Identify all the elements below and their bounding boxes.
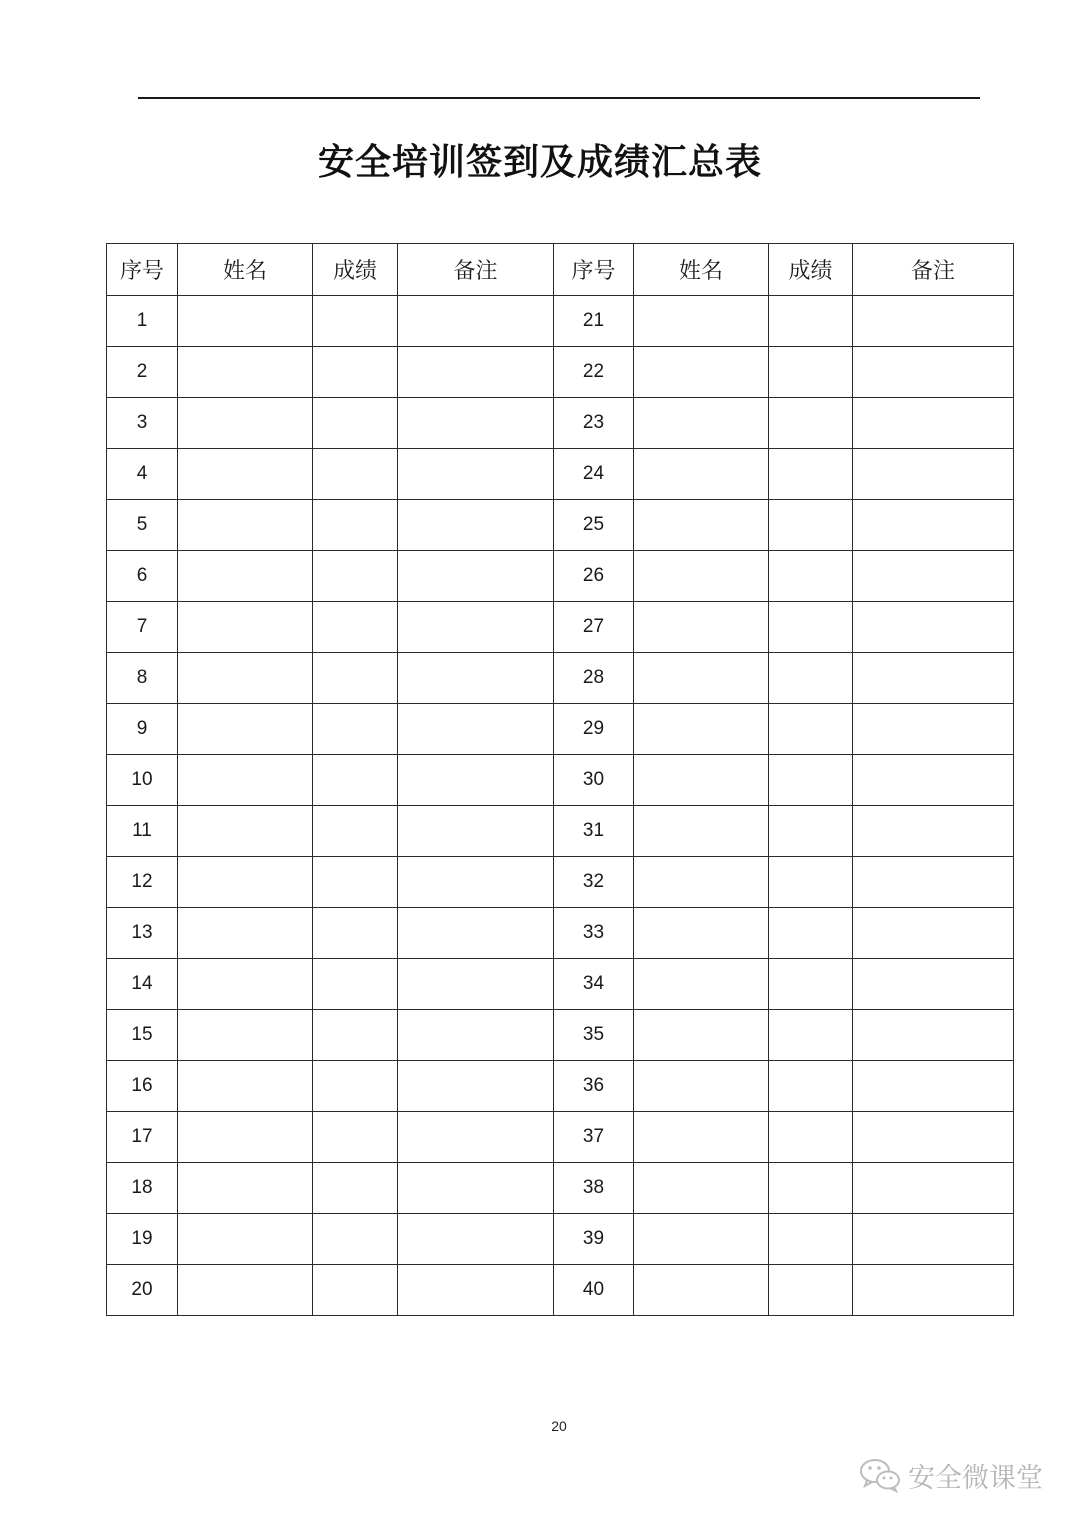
seq-cell: 6 bbox=[107, 551, 178, 602]
seq-cell: 31 bbox=[554, 806, 634, 857]
name-cell[interactable] bbox=[634, 602, 769, 653]
table-row bbox=[107, 653, 1014, 704]
table-row bbox=[107, 1214, 1014, 1265]
seq-cell: 30 bbox=[554, 755, 634, 806]
score-cell[interactable] bbox=[313, 1214, 398, 1265]
name-cell[interactable] bbox=[634, 1061, 769, 1112]
score-cell[interactable] bbox=[313, 449, 398, 500]
remark-cell[interactable] bbox=[853, 500, 1014, 551]
table-body bbox=[107, 296, 1014, 1316]
name-cell[interactable] bbox=[634, 1265, 769, 1316]
seq-cell: 21 bbox=[554, 296, 634, 347]
table-row bbox=[107, 755, 1014, 806]
name-cell[interactable] bbox=[178, 449, 313, 500]
name-cell[interactable] bbox=[634, 1163, 769, 1214]
score-cell[interactable] bbox=[313, 398, 398, 449]
score-cell[interactable] bbox=[769, 1010, 853, 1061]
score-cell[interactable] bbox=[313, 704, 398, 755]
name-cell[interactable] bbox=[178, 398, 313, 449]
name-cell[interactable] bbox=[634, 1214, 769, 1265]
remark-cell[interactable] bbox=[398, 653, 554, 704]
score-cell[interactable] bbox=[769, 959, 853, 1010]
remark-cell[interactable] bbox=[853, 602, 1014, 653]
seq-cell: 1 bbox=[107, 296, 178, 347]
remark-cell[interactable] bbox=[398, 1163, 554, 1214]
seq-cell: 25 bbox=[554, 500, 634, 551]
name-cell[interactable] bbox=[178, 551, 313, 602]
remark-cell[interactable] bbox=[398, 398, 554, 449]
score-cell[interactable] bbox=[313, 755, 398, 806]
seq-cell: 5 bbox=[107, 500, 178, 551]
seq-cell: 4 bbox=[107, 449, 178, 500]
seq-cell: 13 bbox=[107, 908, 178, 959]
seq-cell: 23 bbox=[554, 398, 634, 449]
seq-cell: 24 bbox=[554, 449, 634, 500]
table-row bbox=[107, 1010, 1014, 1061]
watermark bbox=[858, 1455, 1043, 1495]
score-cell[interactable] bbox=[769, 449, 853, 500]
name-cell[interactable] bbox=[634, 449, 769, 500]
header-name-right: 姓名 bbox=[634, 244, 769, 296]
remark-cell[interactable] bbox=[398, 959, 554, 1010]
name-cell[interactable] bbox=[178, 500, 313, 551]
table-row bbox=[107, 908, 1014, 959]
header-remark-right: 备注 bbox=[853, 244, 1014, 296]
table-row bbox=[107, 347, 1014, 398]
seq-cell: 14 bbox=[107, 959, 178, 1010]
score-cell[interactable] bbox=[313, 908, 398, 959]
score-cell[interactable] bbox=[313, 1061, 398, 1112]
name-cell[interactable] bbox=[634, 1010, 769, 1061]
remark-cell[interactable] bbox=[853, 959, 1014, 1010]
score-cell[interactable] bbox=[769, 704, 853, 755]
name-cell[interactable] bbox=[178, 653, 313, 704]
remark-cell[interactable] bbox=[398, 857, 554, 908]
name-cell[interactable] bbox=[178, 1265, 313, 1316]
score-cell[interactable] bbox=[769, 857, 853, 908]
seq-cell: 20 bbox=[107, 1265, 178, 1316]
wechat-icon bbox=[858, 1457, 902, 1493]
score-cell[interactable] bbox=[313, 1163, 398, 1214]
table-row bbox=[107, 398, 1014, 449]
remark-cell[interactable] bbox=[853, 1010, 1014, 1061]
seq-cell: 39 bbox=[554, 1214, 634, 1265]
remark-cell[interactable] bbox=[853, 653, 1014, 704]
seq-cell: 16 bbox=[107, 1061, 178, 1112]
name-cell[interactable] bbox=[178, 806, 313, 857]
score-cell[interactable] bbox=[769, 1265, 853, 1316]
remark-cell[interactable] bbox=[853, 449, 1014, 500]
name-cell[interactable] bbox=[634, 1112, 769, 1163]
table-row bbox=[107, 704, 1014, 755]
seq-cell: 35 bbox=[554, 1010, 634, 1061]
remark-cell[interactable] bbox=[398, 347, 554, 398]
table-row bbox=[107, 449, 1014, 500]
remark-cell[interactable] bbox=[398, 1010, 554, 1061]
header-score-left: 成绩 bbox=[313, 244, 398, 296]
name-cell[interactable] bbox=[634, 653, 769, 704]
remark-cell[interactable] bbox=[853, 1163, 1014, 1214]
seq-cell: 7 bbox=[107, 602, 178, 653]
name-cell[interactable] bbox=[634, 704, 769, 755]
remark-cell[interactable] bbox=[398, 704, 554, 755]
header-seq-left: 序号 bbox=[107, 244, 178, 296]
remark-cell[interactable] bbox=[398, 602, 554, 653]
header-rule bbox=[138, 97, 980, 99]
remark-cell[interactable] bbox=[398, 1112, 554, 1163]
score-cell[interactable] bbox=[313, 500, 398, 551]
seq-cell: 10 bbox=[107, 755, 178, 806]
seq-cell: 32 bbox=[554, 857, 634, 908]
score-cell[interactable] bbox=[769, 1214, 853, 1265]
name-cell[interactable] bbox=[178, 296, 313, 347]
score-cell[interactable] bbox=[769, 500, 853, 551]
remark-cell[interactable] bbox=[853, 1265, 1014, 1316]
table-row bbox=[107, 551, 1014, 602]
header-seq-right: 序号 bbox=[554, 244, 634, 296]
seq-cell: 9 bbox=[107, 704, 178, 755]
name-cell[interactable] bbox=[178, 602, 313, 653]
score-cell[interactable] bbox=[769, 1061, 853, 1112]
name-cell[interactable] bbox=[634, 806, 769, 857]
score-cell[interactable] bbox=[769, 347, 853, 398]
remark-cell[interactable] bbox=[853, 857, 1014, 908]
name-cell[interactable] bbox=[178, 1061, 313, 1112]
score-cell[interactable] bbox=[769, 602, 853, 653]
page-title: 安全培训签到及成绩汇总表 bbox=[317, 141, 762, 183]
remark-cell[interactable] bbox=[853, 551, 1014, 602]
seq-cell: 40 bbox=[554, 1265, 634, 1316]
score-cell[interactable] bbox=[313, 1010, 398, 1061]
remark-cell[interactable] bbox=[853, 1214, 1014, 1265]
header-score-right: 成绩 bbox=[769, 244, 853, 296]
score-cell[interactable] bbox=[769, 1163, 853, 1214]
score-cell[interactable] bbox=[769, 296, 853, 347]
score-cell[interactable] bbox=[313, 806, 398, 857]
watermark-text: 安全微课堂 bbox=[908, 1462, 1043, 1494]
table-header-row bbox=[107, 244, 1014, 296]
name-cell[interactable] bbox=[634, 755, 769, 806]
name-cell[interactable] bbox=[634, 296, 769, 347]
seq-cell: 17 bbox=[107, 1112, 178, 1163]
table-row bbox=[107, 959, 1014, 1010]
remark-cell[interactable] bbox=[398, 500, 554, 551]
score-cell[interactable] bbox=[313, 296, 398, 347]
remark-cell[interactable] bbox=[853, 296, 1014, 347]
table-row bbox=[107, 500, 1014, 551]
seq-cell: 19 bbox=[107, 1214, 178, 1265]
seq-cell: 26 bbox=[554, 551, 634, 602]
score-cell[interactable] bbox=[769, 653, 853, 704]
name-cell[interactable] bbox=[634, 857, 769, 908]
seq-cell: 37 bbox=[554, 1112, 634, 1163]
seq-cell: 3 bbox=[107, 398, 178, 449]
remark-cell[interactable] bbox=[398, 755, 554, 806]
table-row bbox=[107, 1265, 1014, 1316]
seq-cell: 34 bbox=[554, 959, 634, 1010]
table-row bbox=[107, 857, 1014, 908]
remark-cell[interactable] bbox=[853, 806, 1014, 857]
score-cell[interactable] bbox=[313, 1112, 398, 1163]
score-cell[interactable] bbox=[313, 653, 398, 704]
remark-cell[interactable] bbox=[398, 449, 554, 500]
page-number: 20 bbox=[551, 1418, 567, 1434]
name-cell[interactable] bbox=[178, 347, 313, 398]
name-cell[interactable] bbox=[178, 959, 313, 1010]
remark-cell[interactable] bbox=[853, 704, 1014, 755]
score-cell[interactable] bbox=[313, 857, 398, 908]
header-remark-left: 备注 bbox=[398, 244, 554, 296]
score-cell[interactable] bbox=[313, 551, 398, 602]
table-row bbox=[107, 1061, 1014, 1112]
remark-cell[interactable] bbox=[398, 1265, 554, 1316]
name-cell[interactable] bbox=[634, 500, 769, 551]
name-cell[interactable] bbox=[178, 857, 313, 908]
score-cell[interactable] bbox=[769, 1112, 853, 1163]
table-row bbox=[107, 296, 1014, 347]
score-cell[interactable] bbox=[313, 1265, 398, 1316]
remark-cell[interactable] bbox=[853, 1061, 1014, 1112]
name-cell[interactable] bbox=[634, 347, 769, 398]
name-cell[interactable] bbox=[178, 1112, 313, 1163]
name-cell[interactable] bbox=[634, 551, 769, 602]
score-cell[interactable] bbox=[313, 959, 398, 1010]
score-cell[interactable] bbox=[313, 347, 398, 398]
score-cell[interactable] bbox=[769, 806, 853, 857]
seq-cell: 33 bbox=[554, 908, 634, 959]
name-cell[interactable] bbox=[178, 908, 313, 959]
seq-cell: 29 bbox=[554, 704, 634, 755]
remark-cell[interactable] bbox=[853, 347, 1014, 398]
remark-cell[interactable] bbox=[853, 398, 1014, 449]
name-cell[interactable] bbox=[178, 704, 313, 755]
score-cell[interactable] bbox=[769, 551, 853, 602]
seq-cell: 18 bbox=[107, 1163, 178, 1214]
sign-in-table bbox=[106, 243, 1014, 1316]
name-cell[interactable] bbox=[634, 398, 769, 449]
remark-cell[interactable] bbox=[398, 806, 554, 857]
remark-cell[interactable] bbox=[398, 551, 554, 602]
table-row bbox=[107, 806, 1014, 857]
seq-cell: 8 bbox=[107, 653, 178, 704]
seq-cell: 27 bbox=[554, 602, 634, 653]
header-name-left: 姓名 bbox=[178, 244, 313, 296]
name-cell[interactable] bbox=[178, 1163, 313, 1214]
score-cell[interactable] bbox=[313, 602, 398, 653]
remark-cell[interactable] bbox=[398, 1214, 554, 1265]
seq-cell: 12 bbox=[107, 857, 178, 908]
remark-cell[interactable] bbox=[398, 908, 554, 959]
remark-cell[interactable] bbox=[398, 1061, 554, 1112]
remark-cell[interactable] bbox=[853, 908, 1014, 959]
seq-cell: 36 bbox=[554, 1061, 634, 1112]
seq-cell: 38 bbox=[554, 1163, 634, 1214]
score-cell[interactable] bbox=[769, 908, 853, 959]
table-row bbox=[107, 1163, 1014, 1214]
seq-cell: 11 bbox=[107, 806, 178, 857]
name-cell[interactable] bbox=[178, 1010, 313, 1061]
table-row bbox=[107, 1112, 1014, 1163]
seq-cell: 15 bbox=[107, 1010, 178, 1061]
name-cell[interactable] bbox=[634, 959, 769, 1010]
score-cell[interactable] bbox=[769, 755, 853, 806]
remark-cell[interactable] bbox=[853, 755, 1014, 806]
seq-cell: 22 bbox=[554, 347, 634, 398]
name-cell[interactable] bbox=[178, 755, 313, 806]
score-cell[interactable] bbox=[769, 398, 853, 449]
table-row bbox=[107, 602, 1014, 653]
seq-cell: 28 bbox=[554, 653, 634, 704]
remark-cell[interactable] bbox=[853, 1112, 1014, 1163]
name-cell[interactable] bbox=[178, 1214, 313, 1265]
seq-cell: 2 bbox=[107, 347, 178, 398]
remark-cell[interactable] bbox=[398, 296, 554, 347]
name-cell[interactable] bbox=[634, 908, 769, 959]
